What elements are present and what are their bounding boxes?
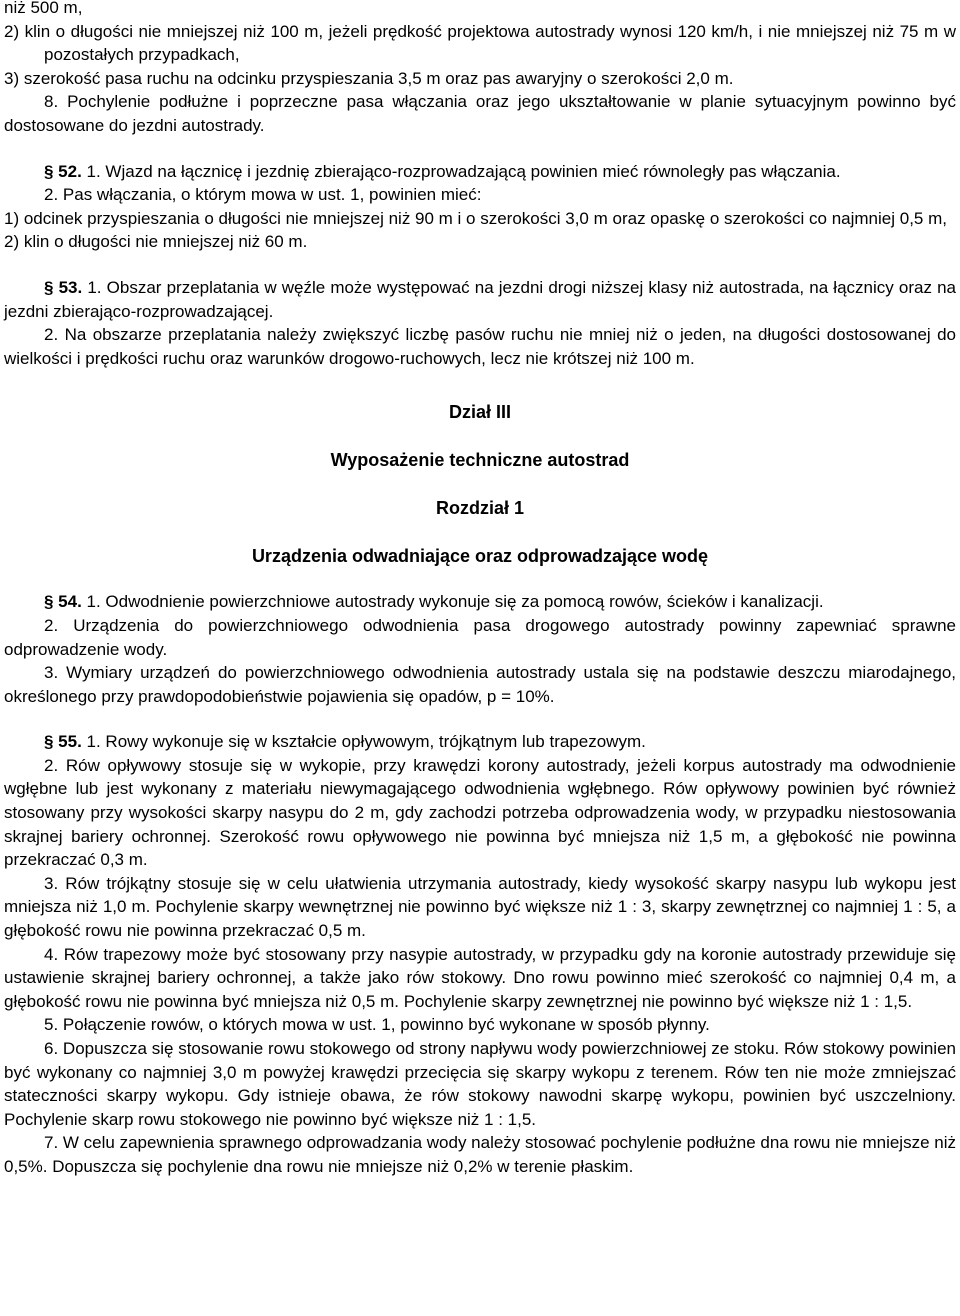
section-53 bbox=[4, 276, 956, 323]
list-item: 2) klin o długości nie mniejszej niż 60 m. bbox=[4, 232, 308, 252]
section-number: § 54. bbox=[44, 592, 82, 612]
list-item: 3) szerokość pasa ruchu na odcinku przyspieszania 3,5 m oraz pas awaryjny o szerokości 2,0 m. bbox=[4, 68, 734, 88]
paragraph: 3. Rów trójkątny stosuje się w celu ułatwienia utrzymania autostrady, kiedy wysokość skarpy nasypu lub wykopu jest mniejsza niż 1,0 m. Pochylenie skarpy wewnętrznej nie powinno być większe niż 1 : 3, skarpy zewnętrznej co najmniej 1 : 5, a głębokość rowu nie powinna przekraczać 0,5 m. bbox=[4, 873, 956, 941]
section-52 bbox=[4, 160, 956, 184]
paragraph: niż 500 m, bbox=[4, 0, 83, 17]
section-54 bbox=[4, 590, 956, 614]
paragraph: 7. W celu zapewnienia sprawnego odprowadzania wody należy stosować pochylenie podłużne dna rowu nie mniejsze niż 0,5%. Dopuszcza się pochylenie dna rowu nie mniejsze niż 0,2% w terenie płaskim. bbox=[4, 1133, 956, 1176]
section-number: § 55. bbox=[44, 732, 82, 752]
paragraph: 2. Urządzenia do powierzchniowego odwodnienia pasa drogowego autostrady powinny zapewniać sprawne odprowadzenie wody. bbox=[4, 615, 956, 659]
paragraph: 4. Rów trapezowy może być stosowany przy nasypie autostrady, w przypadku gdy na koronie autostrady przewiduje się ustawienie skrajnej bariery ochronnej, a także jako rów stokowy. Dno rowu powinno mieć szerokość co najmniej 0,4 m, a głębokość rowu nie powinna być mniejsza niż 0,5 m. Pochylenie skarpy zewnętrznej nie powinno być większe niż 1 : 1,5. bbox=[4, 944, 956, 1011]
list-item: 2) klin o długości nie mniejszej niż 100 m, jeżeli prędkość projektowa autostrady wynosi 120 km/h, i nie mniejszej niż 75 m w pozostałych przypadkach, bbox=[4, 21, 956, 65]
chapter-title: Rozdział 1 bbox=[435, 498, 524, 519]
division-title: Dział III bbox=[448, 402, 511, 423]
paragraph: 6. Dopuszcza się stosowanie rowu stokowego od strony napływu wody powierzchniowej ze stoku. Rów stokowy powinien być wykonany co najmniej 3,0 m powyżej krawędzi przecięcia się skarpy wykopu z terenem. Rów ten nie może zmniejszać stateczności skarpy wykopu. Gdy istnieje obawa, że rów stokowy nawodni skarpę wykopu, powinien być uszczelniony. Pochylenie skarp rowu stokowego nie powinno być większe niż 1 : 1,5. bbox=[4, 1039, 956, 1129]
paragraph: 5. Połączenie rowów, o których mowa w ust. 1, powinno być wykonane w sposób płynny. bbox=[44, 1015, 710, 1035]
section-55 bbox=[4, 730, 956, 754]
paragraph: 2. Na obszarze przeplatania należy zwiększyć liczbę pasów ruchu nie mniej niż o jeden, na długości dostosowanej do wielkości i prędkości ruchu oraz warunków drogowo-ruchowych, lecz nie krótszej niż 100 m. bbox=[4, 325, 956, 368]
paragraph: 8. Pochylenie podłużne i poprzeczne pasa włączania oraz jego ukształtowanie w planie sytuacyjnym powinno być dostosowane do jezdni autostrady. bbox=[4, 92, 956, 135]
paragraph: 3. Wymiary urządzeń do powierzchniowego odwodnienia autostrady ustala się na podstawie deszczu miarodajnego, określonego przy prawdopodobieństwie pojawienia się opadów, p = 10%. bbox=[4, 663, 956, 706]
paragraph: 2. Pas włączania, o którym mowa w ust. 1, powinien mieć: bbox=[44, 185, 482, 205]
division-subtitle: Wyposażenie techniczne autostrad bbox=[330, 450, 630, 471]
paragraph-text: 1. Obszar przeplatania w węźle może występować na jezdni drogi niższej klasy niż autostrada, na łącznicy oraz na jezdni zbierająco-rozprowadzającej. bbox=[4, 277, 956, 321]
paragraph-text: 1. Odwodnienie powierzchniowe autostrady wykonuje się za pomocą rowów, ścieków i kanalizacji. bbox=[81, 592, 824, 612]
paragraph-text: 1. Wjazd na łącznicę i jezdnię zbierająco-rozprowadzającą powinien mieć równoległy pas włączania. bbox=[81, 161, 841, 181]
section-number: § 53. bbox=[44, 277, 83, 297]
section-number: § 52. bbox=[44, 161, 82, 181]
chapter-subtitle: Urządzenia odwadniające oraz odprowadzające wodę bbox=[251, 546, 709, 567]
paragraph: 2. Rów opływowy stosuje się w wykopie, przy krawędzi korony autostrady, jeżeli korpus autostrady ma odwodnienie wgłębne lub jest wykonany z materiału niewymagającego odwodnienia wgłębnego. Rów opływowy powinien być również stosowany przy wysokości skarpy nasypu do 2 m, gdy zachodzi potrzeba odprowadzenia wody, w przypadku niestosowania skrajnej bariery ochronnej. Szerokość rowu opływowego nie powinna być mniejsza niż 1,5 m, a głębokość nie powinna przekraczać 0,3 m. bbox=[4, 755, 956, 870]
list-item: 1) odcinek przyspieszania o długości nie mniejszej niż 90 m i o szerokości 3,0 m oraz opaskę o szerokości co najmniej 0,5 m, bbox=[4, 208, 947, 228]
paragraph-text: 1. Rowy wykonuje się w kształcie opływowym, trójkątnym lub trapezowym. bbox=[81, 732, 646, 752]
